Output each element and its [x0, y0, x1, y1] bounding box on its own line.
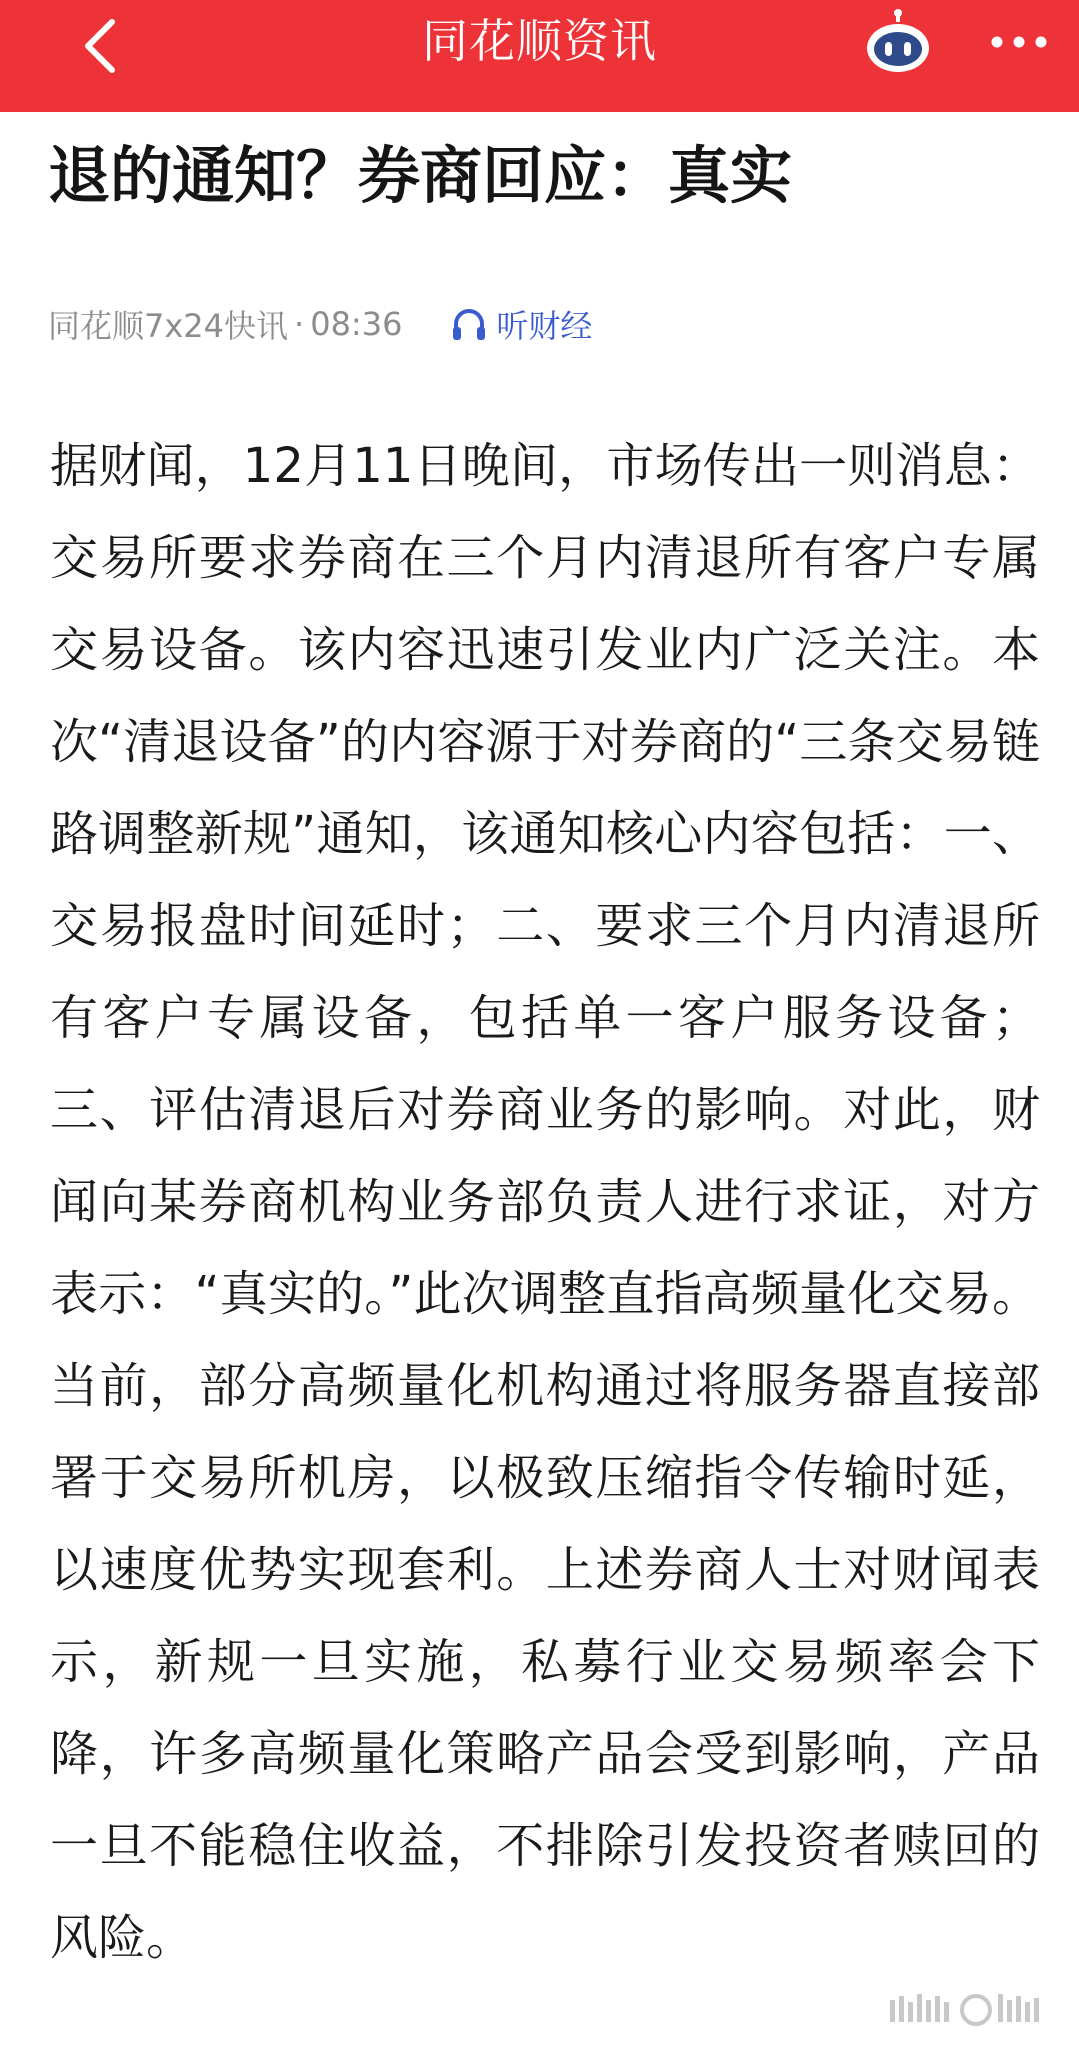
article-time: 08:36	[310, 305, 403, 343]
listen-button[interactable]	[450, 301, 592, 347]
headphones-icon	[450, 305, 488, 343]
assistant-button[interactable]	[858, 4, 938, 80]
meta-separator: ·	[294, 305, 305, 343]
article-source: 同花顺7x24快讯	[48, 307, 289, 345]
watermark-logo	[886, 1984, 1056, 2034]
article-body: 据财闻，12月11日晚间，市场传出一则消息：交易所要求券商在三个月内清退所有客户专属交易设备。该内容迅速引发业内广泛关注。本次“清退设备”的内容源于对券商的“三条交易链路调整新规”通知，该通知核心内容包括：一、交易报盘时间延时；二、要求三个月内清退所有客户专属设备，包括单一客户服务设备；三、评估清退后对券商业务的影响。对此，财闻向某券商机构业务部负责人进行求证，对方表示：“真实的。”此次调整直指高频量化交易。当前，部分高频量化机构通过将服务器直接部署于交易所机房，以极致压缩指令传输时延，以速度优势实现套利。上述券商人士对财闻表示，新规一旦实施，私募行业交易频率会下降，许多高频量化策略产品会受到影响，产品一旦不能稳住收益，不排除引发投资者赎回的风险。	[50, 438, 1040, 1966]
top-bar	[0, 0, 1079, 112]
app-title: 同花顺资讯	[422, 14, 657, 68]
more-button[interactable]	[984, 14, 1054, 70]
article-meta	[48, 296, 592, 352]
more-dots-icon	[989, 34, 1049, 50]
robot-icon	[862, 8, 934, 76]
listen-label: 听财经	[496, 307, 593, 345]
article-headline: 退的通知？券商回应：真实	[48, 139, 793, 212]
